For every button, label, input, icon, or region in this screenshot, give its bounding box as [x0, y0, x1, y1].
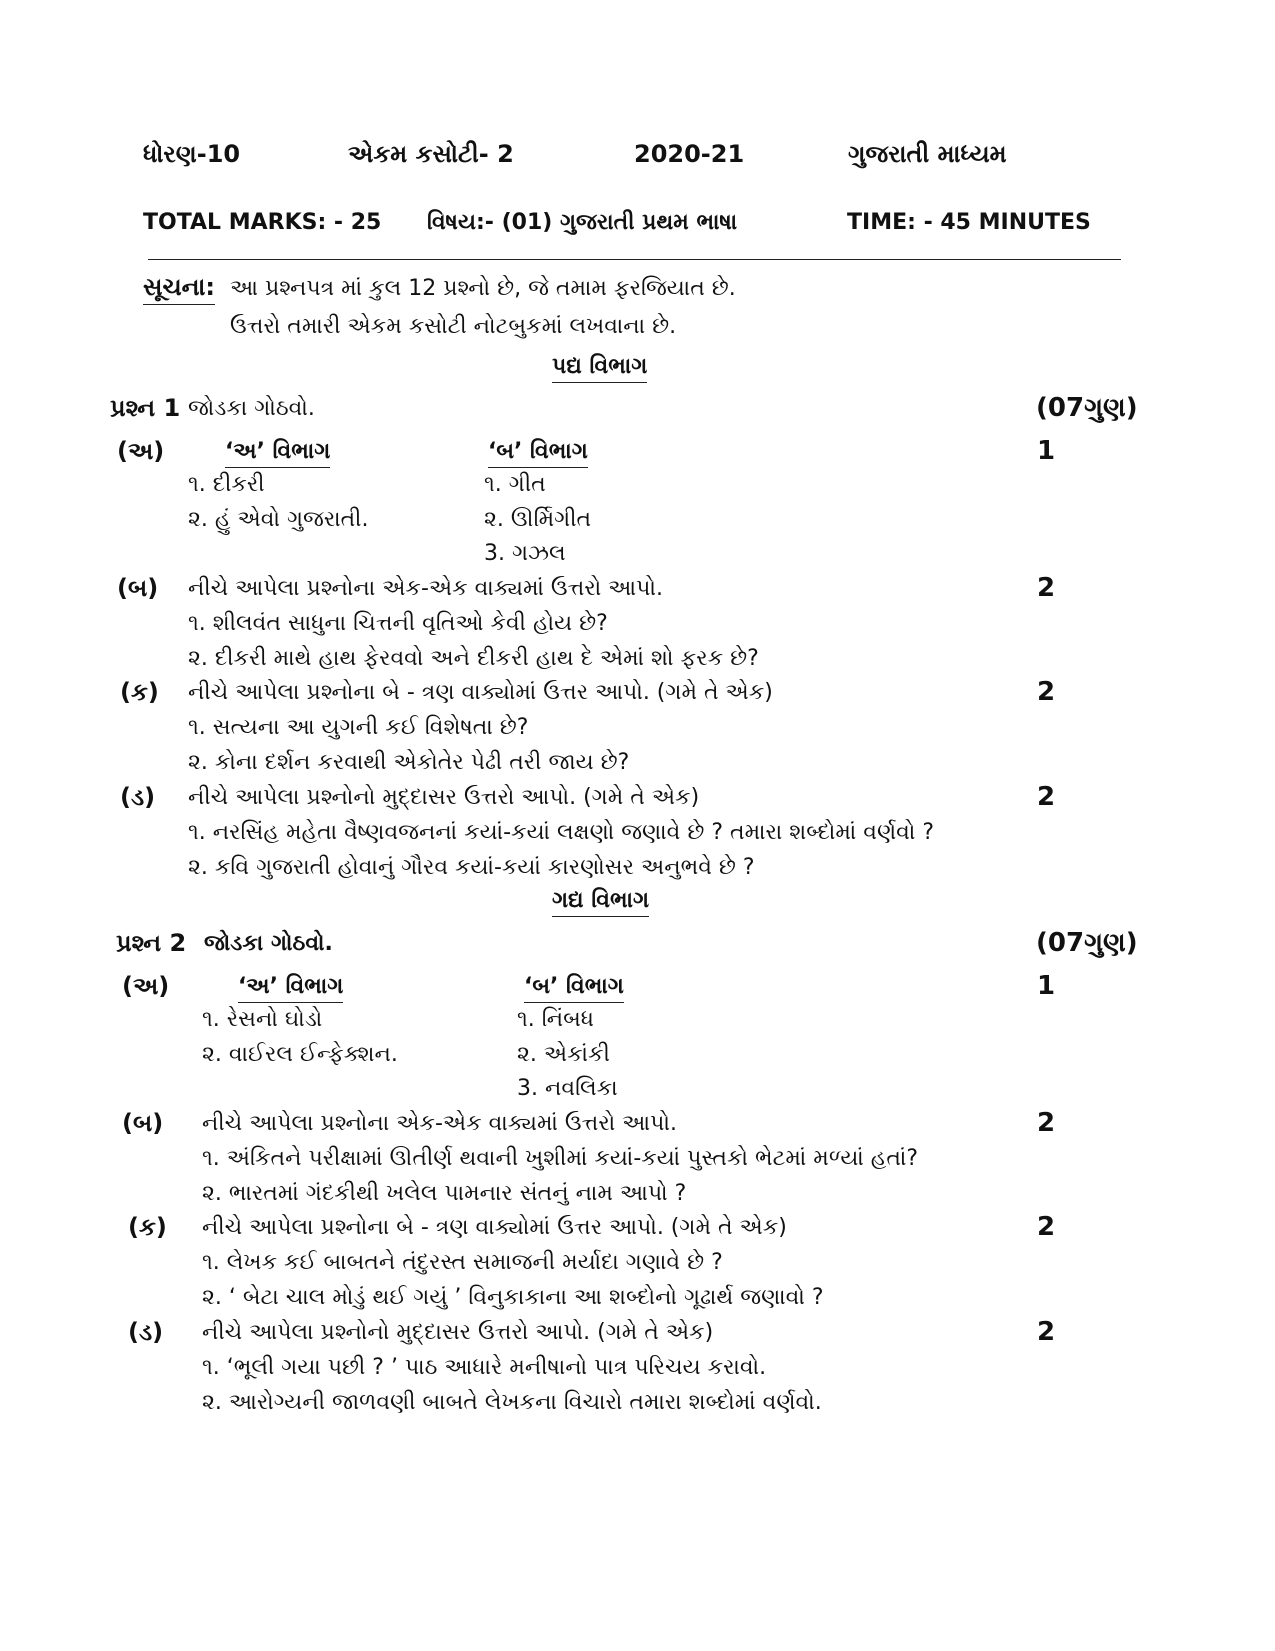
question-1-marks: (07ગુણ) [1036, 393, 1138, 423]
list-item: ૧. દીકરી [188, 472, 265, 497]
section-title-poetry: પદ્ય વિભાગ [552, 354, 647, 383]
instructions-label: સૂચના: [143, 273, 215, 305]
q2-c-marks: 2 [1037, 1212, 1056, 1242]
q2-c-label: (ક) [128, 1213, 167, 1241]
q1-d-marks: 2 [1037, 782, 1056, 812]
q2-b-marks: 2 [1037, 1108, 1056, 1138]
instructions-line-1: આ પ્રશ્નપત્ર માં કુલ 12 પ્રશ્નો છે, જે તમામ ફરજિયાત છે. [230, 276, 736, 301]
q2-a-col-a-head: ‘અ’ વિભાગ [238, 974, 343, 1003]
medium: ગુજરાતી માધ્યમ [848, 140, 1007, 168]
list-item: ૨. કવિ ગુજરાતી હોવાનું ગૌરવ કયાં-કયાં કારણોસર અનુભવે છે ? [188, 855, 755, 880]
q1-c-label: (ક) [120, 678, 159, 706]
q1-c-marks: 2 [1037, 677, 1056, 707]
list-item: ૨. ‘ બેટા ચાલ મોડું થઈ ગયું ’ વિનુકાકાના આ શબ્દોનો ગૂઢાર્થ જણાવો ? [202, 1285, 824, 1310]
instructions-line-2: ઉત્તરો તમારી એકમ કસોટી નોટબુકમાં લખવાના છે. [230, 314, 677, 339]
q1-c-text: નીચે આપેલા પ્રશ્નોના બે - ત્રણ વાક્યોમાં ઉત્તર આપો. (ગમે તે એક) [188, 680, 773, 705]
list-item: ૧. શીલવંત સાધુના ચિત્તની વૃતિઓ કેવી હોય છે? [188, 611, 608, 636]
list-item: ૧. નિંબધ [517, 1007, 594, 1032]
q1-b-text: નીચે આપેલા પ્રશ્નોના એક-એક વાક્યમાં ઉત્તરો આપો. [188, 576, 663, 601]
question-1-label: પ્રશ્ન 1 [110, 394, 181, 422]
standard: ધોરણ-10 [143, 140, 241, 168]
list-item: ૧. લેખક કઈ બાબતને તંદુરસ્ત સમાજની મર્યાદા ગણાવે છે ? [202, 1250, 723, 1275]
question-2-text: જોડકા ગોઠવો. [204, 931, 333, 956]
q2-b-label: (બ) [122, 1109, 164, 1137]
list-item: ૨. હું એવો ગુજરાતી. [188, 507, 369, 532]
q1-a-col-b-head: ‘બ’ વિભાગ [488, 439, 588, 468]
list-item: ૧. અંકિતને પરીક્ષામાં ઊતીર્ણ થવાની ખુશીમાં કયાં-કયાં પુસ્તકો ભેટમાં મળ્યાં હતાં? [202, 1146, 919, 1171]
list-item: ૨. વાઈરલ ઈન્ફેક્શન. [202, 1042, 398, 1067]
q2-d-marks: 2 [1037, 1317, 1056, 1347]
question-2-label: પ્રશ્ન 2 [116, 929, 187, 957]
list-item: ૧. સત્યના આ યુગની કઈ વિશેષતા છે? [188, 715, 529, 740]
list-item: ૧. ‘ભૂલી ગયા પછી ? ’ પાઠ આધારે મનીષાનો પાત્ર પરિચય કરાવો. [202, 1355, 767, 1380]
subject: વિષય:- (01) ગુજરાતી પ્રથમ ભાષા [427, 210, 738, 235]
q2-d-text: નીચે આપેલા પ્રશ્નોનો મુદ્દાસર ઉત્તરો આપો. (ગમે તે એક) [202, 1320, 714, 1345]
q2-d-label: (ડ) [128, 1318, 164, 1346]
academic-year: 2020-21 [634, 140, 745, 168]
list-item: ૧. ગીત [484, 472, 546, 497]
list-item: ૨. ભારતમાં ગંદકીથી ખલેલ પામનાર સંતનું નામ આપો ? [202, 1181, 687, 1206]
q1-d-text: નીચે આપેલા પ્રશ્નોનો મુદ્દાસર ઉત્તરો આપો. (ગમે તે એક) [188, 785, 700, 810]
list-item: ૧. રેસનો ઘોડો [202, 1007, 323, 1032]
list-item: 3. ગઝલ [484, 541, 566, 566]
q1-d-label: (ડ) [120, 783, 156, 811]
test-name: એકમ કસોટી- 2 [348, 140, 514, 168]
list-item: ૨. એકાંકી [517, 1042, 610, 1067]
list-item: ૨. દીકરી માથે હાથ ફેરવવો અને દીકરી હાથ દે એમાં શો ફરક છે? [188, 646, 759, 671]
list-item: ૨. કોના દર્શન કરવાથી એકોતેર પેઢી તરી જાય છે? [188, 750, 630, 775]
q1-b-marks: 2 [1037, 573, 1056, 603]
q2-a-label: (અ) [122, 972, 170, 1000]
q2-a-marks: 1 [1037, 971, 1056, 1001]
list-item: ૨. ઊર્મિગીત [484, 507, 592, 532]
section-title-prose: ગદ્ય વિભાગ [552, 888, 649, 917]
question-2-marks: (07ગુણ) [1036, 928, 1138, 958]
list-item: 3. નવલિકા [517, 1076, 618, 1101]
q1-a-marks: 1 [1037, 436, 1056, 466]
q1-a-label: (અ) [117, 437, 165, 465]
q2-b-text: નીચે આપેલા પ્રશ્નોના એક-એક વાક્યમાં ઉત્તરો આપો. [202, 1111, 677, 1136]
q2-a-col-b-head: ‘બ’ વિભાગ [524, 974, 624, 1003]
time-limit: TIME: - 45 MINUTES [847, 210, 1091, 235]
list-item: ૨. આરોગ્યની જાળવણી બાબતે લેખકના વિચારો તમારા શબ્દોમાં વર્ણવો. [202, 1390, 822, 1415]
header-divider [148, 259, 1121, 260]
q2-c-text: નીચે આપેલા પ્રશ્નોના બે - ત્રણ વાક્યોમાં ઉત્તર આપો. (ગમે તે એક) [202, 1215, 787, 1240]
list-item: ૧. નરસિંહ મહેતા વૈષ્ણવજનનાં કયાં-કયાં લક્ષણો જણાવે છે ? તમારા શબ્દોમાં વર્ણવો ? [188, 820, 935, 845]
q1-b-label: (બ) [117, 574, 159, 602]
question-1-text: જોડકા ગોઠવો. [188, 396, 315, 421]
total-marks: TOTAL MARKS: - 25 [143, 210, 382, 235]
q1-a-col-a-head: ‘અ’ વિભાગ [225, 439, 330, 468]
